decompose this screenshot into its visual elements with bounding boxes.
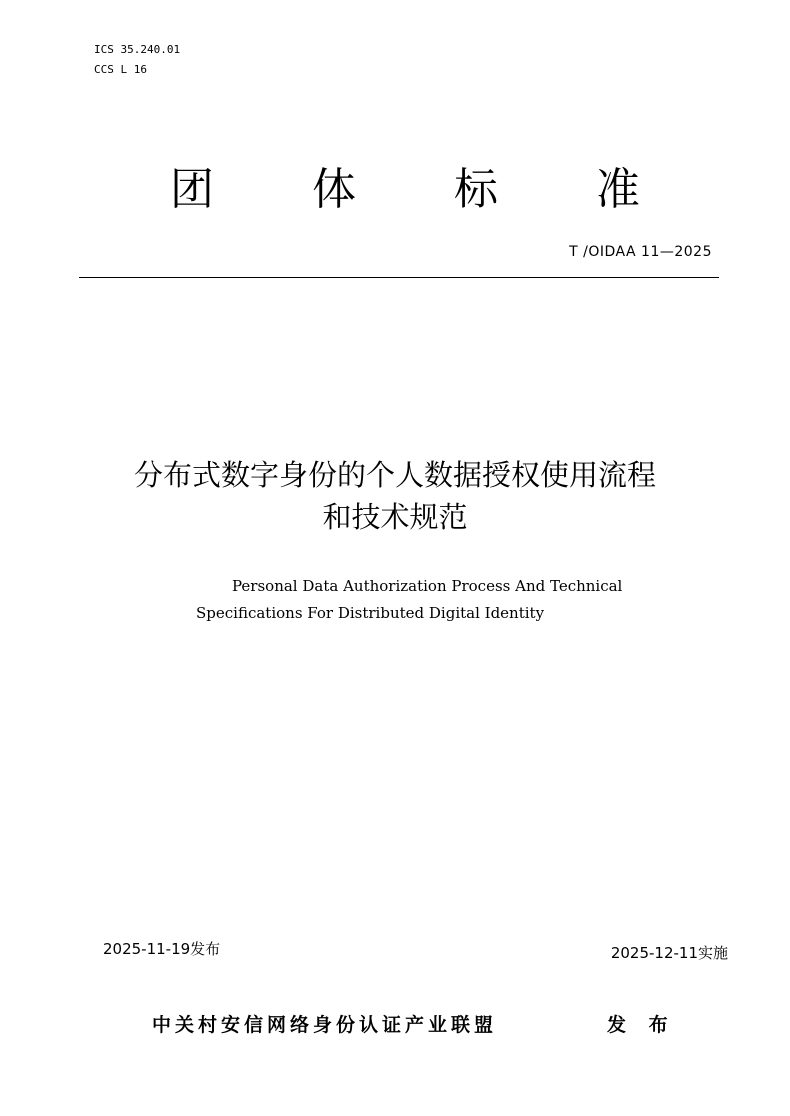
- english-title: [196, 573, 622, 627]
- standard-type-char: 团: [170, 164, 214, 215]
- standard-type-char: 体: [312, 164, 356, 215]
- standard-type-heading: [170, 162, 640, 218]
- chinese-title-line-1: 分布式数字身份的个人数据授权使用流程: [133, 458, 656, 492]
- standard-type-char: 准: [596, 164, 640, 215]
- publish-label: 发 布: [607, 1014, 676, 1036]
- issue-date: 2025-11-19发布: [103, 940, 221, 958]
- standard-code: T /OIDAA 11—2025: [569, 244, 712, 260]
- ccs-code: CCS L 16: [94, 63, 147, 76]
- chinese-title-line-2: 和技术规范: [322, 500, 468, 534]
- header-divider: [79, 277, 719, 278]
- implementation-date: 2025-12-11实施: [610, 944, 728, 962]
- english-title-line-1: Personal Data Authorization Process And Technical: [232, 577, 623, 595]
- publisher-name: 中关村安信网络身份认证产业联盟: [152, 1014, 498, 1036]
- ics-code: ICS 35.240.01: [94, 43, 181, 56]
- standard-type-char: 标: [454, 164, 498, 215]
- english-title-line-2: Specifications For Distributed Digital Identity: [196, 604, 545, 622]
- chinese-title: [60, 454, 730, 538]
- classification-codes: [94, 40, 180, 80]
